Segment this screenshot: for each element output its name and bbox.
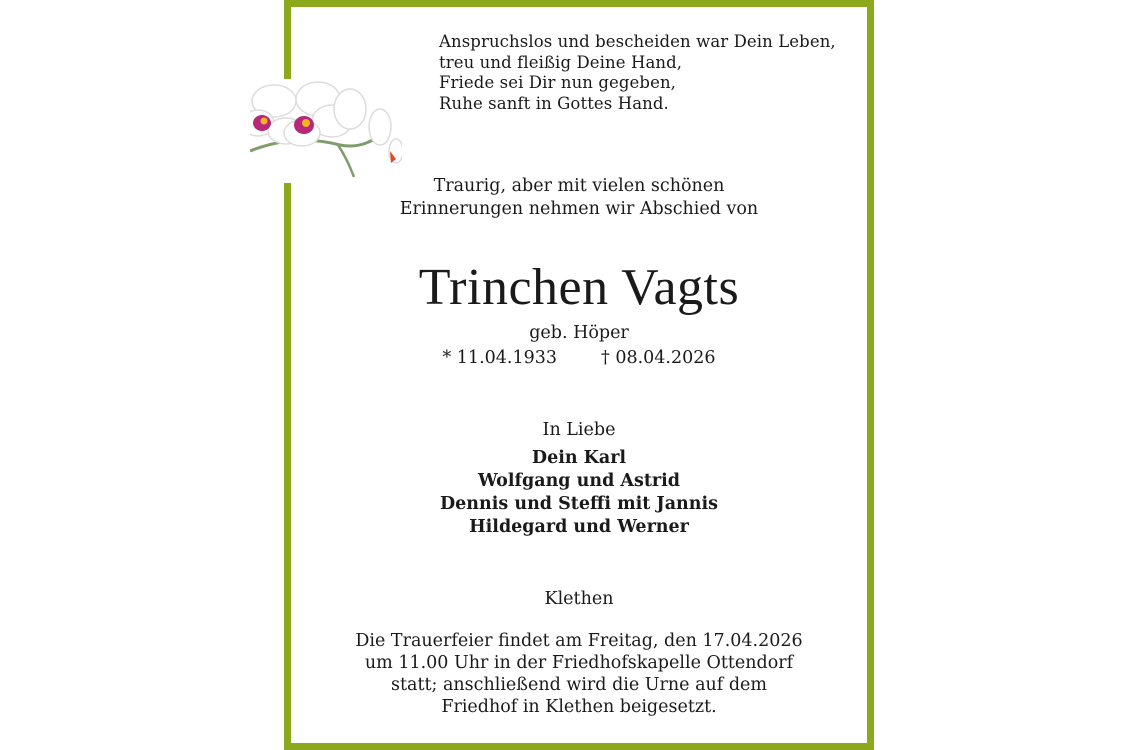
life-dates — [287, 347, 871, 369]
service-line: Friedhof in Klethen beigesetzt. — [441, 697, 717, 717]
poem-line: Anspruchslos und bescheiden war Dein Leben, — [439, 32, 836, 51]
deceased-name: Trinchen Vagts — [418, 259, 740, 316]
service-line: Die Trauerfeier findet am Freitag, den 17.04.2026 — [355, 631, 803, 651]
birth-name: geb. Höper — [529, 323, 629, 343]
birth-date: * 11.04.1933 — [442, 348, 557, 368]
poem — [439, 32, 836, 114]
place-name: Klethen — [544, 589, 614, 609]
intro-text — [287, 175, 871, 221]
service-line: statt; anschließend wird die Urne auf dem — [391, 675, 767, 695]
poem-line: Ruhe sanft in Gottes Hand. — [439, 93, 669, 113]
intro-line: Traurig, aber mit vielen schönen — [433, 176, 725, 196]
service-info — [287, 630, 871, 718]
mourner-name: Hildegard und Werner — [469, 517, 689, 537]
poem-line: treu und fleißig Deine Hand, — [439, 52, 683, 72]
orchid-icon — [250, 79, 402, 183]
death-date: † 08.04.2026 — [601, 348, 716, 368]
mourners-label: In Liebe — [542, 420, 616, 440]
mourner-name: Wolfgang und Astrid — [477, 471, 681, 491]
service-line: um 11.00 Uhr in der Friedhofskapelle Ottendorf — [364, 653, 794, 673]
poem-line: Friede sei Dir nun gegeben, — [439, 73, 677, 92]
mourner-name: Dennis und Steffi mit Jannis — [440, 494, 718, 514]
mourner-name: Dein Karl — [531, 448, 627, 468]
mourners-list — [287, 447, 871, 539]
intro-line: Erinnerungen nehmen wir Abschied von — [399, 199, 759, 219]
